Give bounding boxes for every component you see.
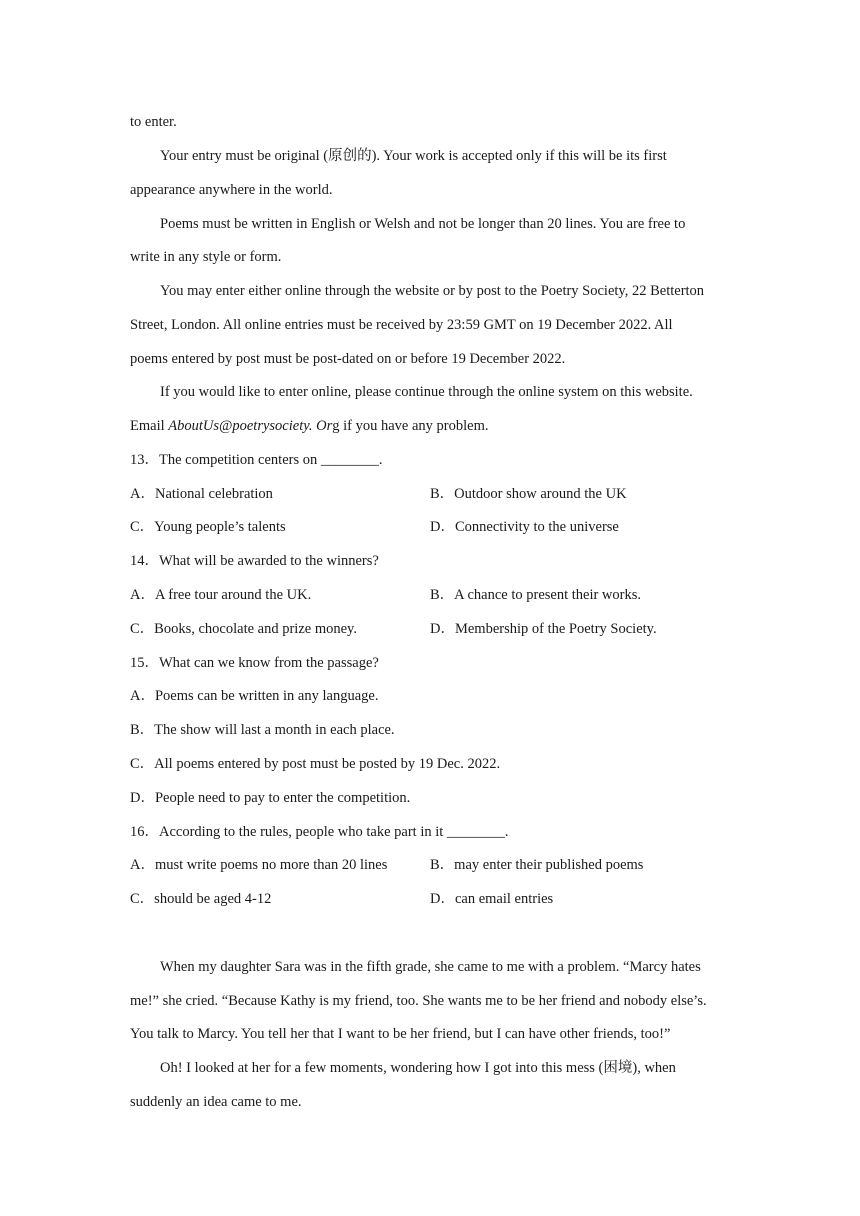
passage1-line: You may enter either online through the website or by post to the Poetry Society, 22 Betterton [160, 283, 705, 299]
option-c: C．All poems entered by post must be posted by 19 Dec. 2022. [130, 756, 501, 772]
question-stem: 16．According to the rules, people who take part in it ________. [130, 824, 509, 840]
passage1-line: to enter. [130, 114, 177, 130]
passage2-line: me!” she cried. “Because Kathy is my friend, too. She wants me to be her friend and nobody else’s. [130, 993, 707, 1009]
option-d: D．Connectivity to the universe [430, 519, 619, 535]
question-stem: 15．What can we know from the passage? [130, 655, 379, 671]
passage2-line: Oh! I looked at her for a few moments, wondering how I got into this mess (困境), when [160, 1060, 676, 1076]
passage2-line: When my daughter Sara was in the fifth grade, she came to me with a problem. “Marcy hates [160, 959, 701, 975]
passage2-line: suddenly an idea came to me. [130, 1094, 302, 1110]
passage1-line: Your entry must be original (原创的). Your work is accepted only if this will be its first [160, 148, 667, 164]
option-c: C．Young people’s talents [130, 519, 286, 535]
option-b: B．The show will last a month in each place. [130, 722, 395, 738]
option-c: C．should be aged 4-12 [130, 891, 272, 907]
passage1-line: Poems must be written in English or Welsh and not be longer than 20 lines. You are free to [160, 216, 686, 232]
passage2-line: You talk to Marcy. You tell her that I want to be her friend, but I can have other friends, too!” [130, 1026, 671, 1042]
passage1-line: poems entered by post must be post-dated on or before 19 December 2022. [130, 351, 566, 367]
passage1-line: Street, London. All online entries must be received by 23:59 GMT on 19 December 2022. All [130, 317, 673, 333]
passage1-line: If you would like to enter online, please continue through the online system on this website. [160, 384, 693, 400]
email-address: AboutUs@poetrysociety. Or [168, 418, 333, 434]
email-suffix: g if you have any problem. [332, 418, 489, 434]
option-a: A．must write poems no more than 20 lines [130, 857, 388, 873]
option-b: B．Outdoor show around the UK [430, 486, 627, 502]
option-c: C．Books, chocolate and prize money. [130, 621, 357, 637]
option-b: B．may enter their published poems [430, 857, 644, 873]
option-d: D．Membership of the Poetry Society. [430, 621, 657, 637]
option-d: D．People need to pay to enter the competition. [130, 790, 411, 806]
passage1-line [130, 417, 488, 435]
option-a: A．Poems can be written in any language. [130, 688, 379, 704]
option-d: D．can email entries [430, 891, 554, 907]
question-stem: 13．The competition centers on ________. [130, 452, 383, 468]
question-stem: 14．What will be awarded to the winners? [130, 553, 379, 569]
passage1-line: appearance anywhere in the world. [130, 182, 333, 198]
option-b: B．A chance to present their works. [430, 587, 642, 603]
email-prefix: Email [130, 418, 169, 434]
option-a: A．A free tour around the UK. [130, 587, 312, 603]
passage1-line: write in any style or form. [130, 249, 282, 265]
option-a: A．National celebration [130, 486, 273, 502]
